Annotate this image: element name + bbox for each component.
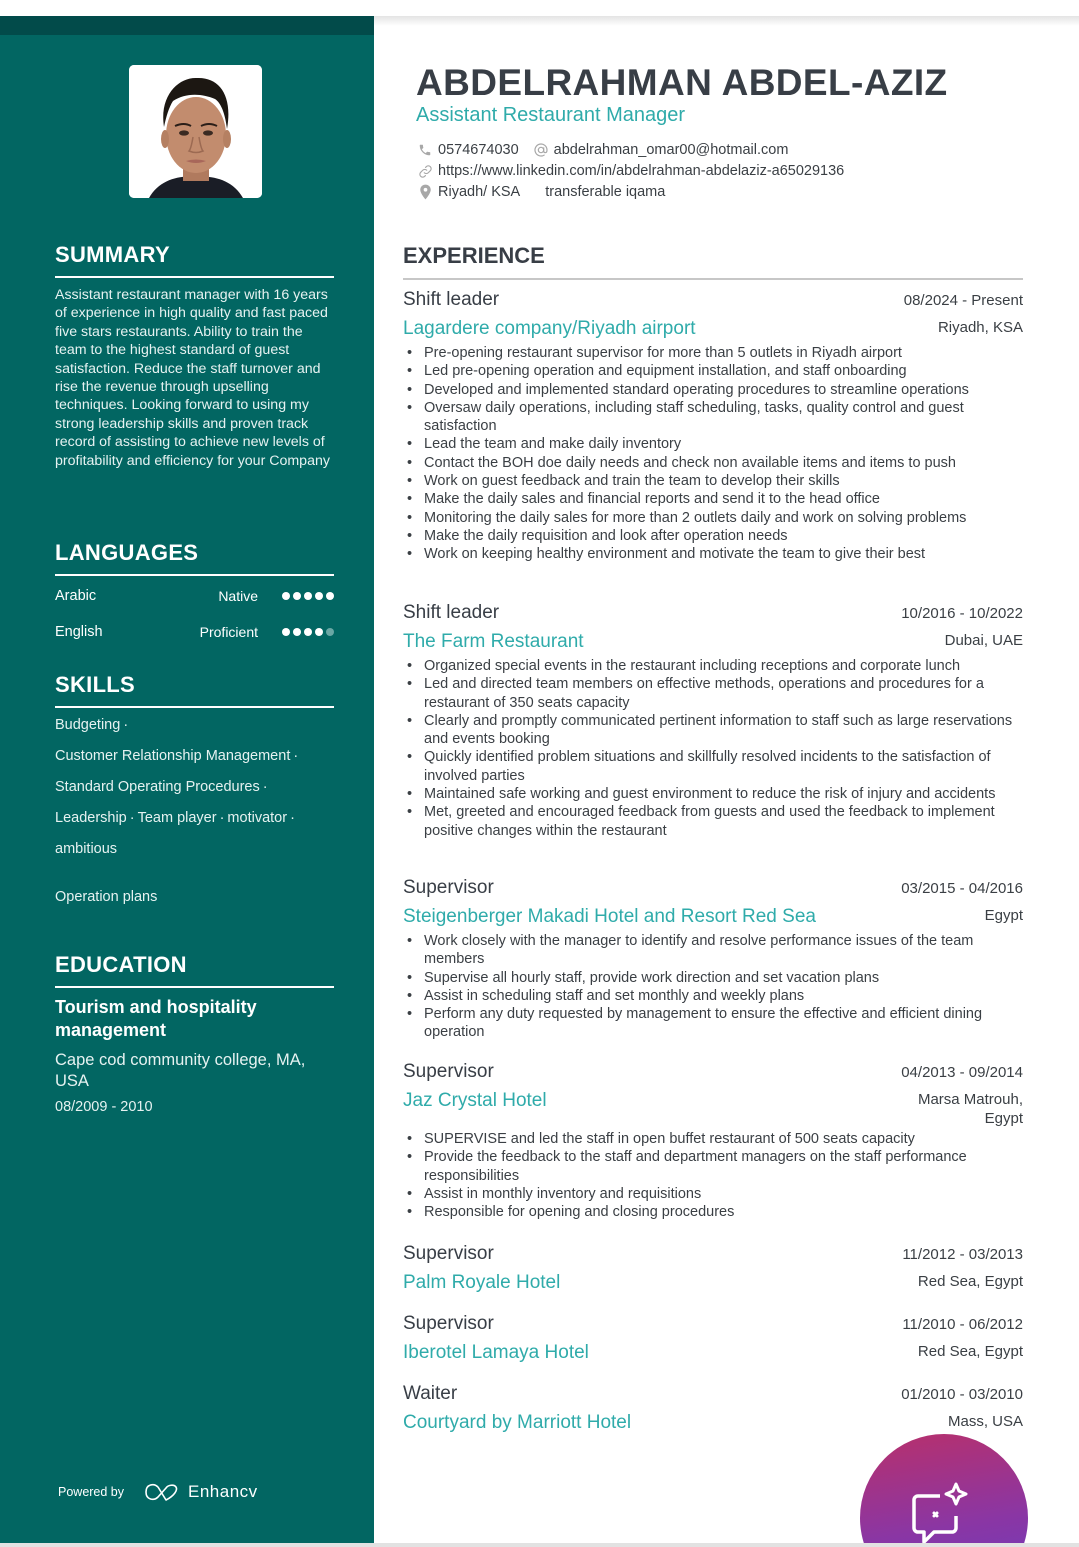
summary-text: Assistant restaurant manager with 16 years of experience in high quality and fast paced five stars restaurants. Ability to train the team to the highest standard of guest satisfaction. Reduce the staff turnover and rise the revenue through upselling techniques. Looking forward to using my strong leadership skills and proven track record of assisting to achieve new levels of profitability and efficiency for your Company	[55, 287, 330, 469]
language-level: Proficient	[199, 624, 258, 640]
rating-dot-filled	[282, 628, 290, 636]
job-location: Marsa Matrouh, Egypt	[917, 1091, 1023, 1127]
job-bullet: • Make the daily requisition and look after operation needs	[403, 527, 1023, 545]
skills-line	[55, 772, 334, 803]
job-dates: 04/2013 - 09/2014	[901, 1064, 1023, 1081]
job-dates: 11/2010 - 06/2012	[902, 1316, 1023, 1333]
page-shadow	[374, 16, 1079, 26]
education-section	[55, 952, 334, 1115]
job-location: Mass, USA	[947, 1413, 1023, 1430]
location-pin-icon	[417, 184, 433, 200]
candidate-name: ABDELRAHMAN ABDEL-AZIZ	[416, 62, 948, 103]
education-degree: Tourism and hospitality management	[55, 997, 257, 1040]
job-bullet: • Work closely with the manager to identify and resolve performance issues of the team members	[403, 932, 1023, 969]
job-bullet: • Assist in scheduling staff and set monthly and weekly plans	[403, 987, 1023, 1005]
experience-item	[403, 1313, 1023, 1364]
skill-separator: ·	[290, 810, 295, 826]
email-link[interactable]: abdelrahman_omar00@hotmail.com	[553, 142, 789, 158]
job-company: Lagardere company/Riyadh airport	[403, 318, 696, 339]
skills-line	[55, 803, 334, 834]
contact-row	[417, 184, 665, 200]
sidebar	[0, 16, 374, 1543]
job-bullet: • Maintained safe working and guest environment to reduce the risk of injury and accidents	[403, 785, 1023, 803]
job-bullet: • Contact the BOH doe daily needs and check non available items and items to push	[403, 454, 1023, 472]
job-bullet: • Responsible for opening and closing procedures	[403, 1203, 1023, 1221]
skill-separator: ·	[262, 779, 268, 795]
languages-list	[55, 578, 334, 650]
skill-item: Operation plans	[55, 889, 158, 905]
job-title: Supervisor	[403, 1061, 494, 1082]
language-rating	[282, 592, 334, 600]
job-bullet: • Lead the team and make daily inventory	[403, 435, 1023, 453]
job-company: The Farm Restaurant	[403, 631, 584, 652]
profile-photo	[129, 65, 262, 198]
top-bar	[0, 0, 1079, 16]
job-title: Supervisor	[403, 1243, 494, 1264]
job-dates: 10/2016 - 10/2022	[901, 605, 1023, 622]
location-text: Riyadh/ KSA	[438, 184, 521, 200]
job-location: Dubai, UAE	[944, 632, 1023, 649]
experience-item	[403, 877, 1023, 1042]
rating-dot-filled	[282, 592, 290, 600]
phone-icon	[417, 142, 433, 158]
skills-heading: SKILLS	[55, 672, 334, 708]
job-bullets	[403, 1130, 1023, 1221]
skill-item: Standard Operating Procedures	[55, 779, 260, 795]
candidate-role: Assistant Restaurant Manager	[416, 104, 686, 126]
job-bullet: • Clearly and promptly communicated pertinent information to staff such as large reservations and events booking	[403, 712, 1023, 749]
job-location: Red Sea, Egypt	[917, 1343, 1023, 1360]
job-dates: 08/2024 - Present	[903, 292, 1023, 309]
skill-item: motivator	[227, 810, 288, 826]
link-icon	[417, 163, 433, 179]
enhancv-logo	[144, 1482, 258, 1502]
job-title: Shift leader	[403, 289, 500, 310]
rating-dot-filled	[304, 628, 312, 636]
language-item	[55, 614, 334, 650]
job-title: Supervisor	[403, 1313, 494, 1334]
language-item	[55, 578, 334, 614]
job-bullets	[403, 932, 1023, 1042]
job-bullet: • Perform any duty requested by management to ensure the effective and efficient dining operation	[403, 1005, 1023, 1042]
linkedin-link[interactable]: https://www.linkedin.com/in/abdelrahman-abdelaziz-a65029136	[438, 163, 845, 179]
skill-item: ambitious	[55, 841, 118, 857]
job-bullet: • Led and directed team members on effective methods, operations and procedures for a restaurant of 350 seats capacity	[403, 675, 1023, 712]
job-bullet: • Met, greeted and encouraged feedback from guests and used the feedback to implement positive changes within the restaurant	[403, 803, 1023, 840]
rating-dot-filled	[293, 592, 301, 600]
job-bullet: • Quickly identified problem situations and skillfully resolved incidents to the satisfaction of involved parties	[403, 748, 1023, 785]
rating-dot-filled	[304, 592, 312, 600]
job-title: Waiter	[403, 1383, 458, 1404]
job-bullet: • Work on guest feedback and train the team to develop their skills	[403, 472, 1023, 490]
rating-dot-filled	[326, 592, 334, 600]
job-bullet: • Make the daily sales and financial reports and send it to the head office	[403, 490, 1023, 508]
contact-row	[417, 142, 788, 158]
experience-item	[403, 1243, 1023, 1294]
experience-item	[403, 289, 1023, 564]
rating-dot-filled	[315, 628, 323, 636]
contact-row	[417, 163, 844, 179]
job-location: Egypt	[984, 907, 1023, 924]
languages-heading: LANGUAGES	[55, 540, 334, 576]
skill-separator: ·	[123, 717, 129, 733]
chat-sparkle-icon	[910, 1482, 980, 1543]
rating-dot-filled	[315, 592, 323, 600]
job-bullet: • Assist in monthly inventory and requisitions	[403, 1185, 1023, 1203]
job-location: Riyadh, KSA	[937, 319, 1023, 336]
resume-page	[0, 16, 1079, 1543]
language-rating	[282, 628, 334, 636]
experience-item	[403, 1061, 1023, 1221]
ai-assistant-button[interactable]	[860, 1434, 1028, 1543]
languages-section	[55, 540, 334, 650]
job-title: Shift leader	[403, 602, 500, 623]
skill-separator: ·	[129, 810, 135, 826]
powered-by-label: Powered by	[58, 1485, 125, 1499]
language-level: Native	[218, 588, 258, 604]
skills-list	[55, 710, 334, 913]
job-bullet: • Work on keeping healthy environment and motivate the team to give their best	[403, 545, 1023, 563]
job-title: Supervisor	[403, 877, 494, 898]
summary-section	[55, 242, 334, 470]
job-location: Red Sea, Egypt	[917, 1273, 1023, 1290]
job-dates: 11/2012 - 03/2013	[902, 1246, 1023, 1263]
skills-section	[55, 672, 334, 913]
skill-separator: ·	[219, 810, 225, 826]
job-dates: 01/2010 - 03/2010	[901, 1386, 1023, 1403]
language-name: Arabic	[55, 588, 97, 604]
bottom-strip	[0, 1543, 1079, 1547]
skill-item: Customer Relationship Management	[55, 748, 291, 764]
skill-item: Budgeting	[55, 717, 121, 733]
rating-dot-filled	[293, 628, 301, 636]
job-bullet: • Led pre-opening operation and equipment installation, and staff onboarding	[403, 362, 1023, 380]
skills-line	[55, 834, 334, 865]
job-bullet: • Oversaw daily operations, including staff scheduling, tasks, quality control and guest satisfaction	[403, 399, 1023, 436]
job-bullet: • Provide the feedback to the staff and department managers on the staff performance responsibilities	[403, 1148, 1023, 1185]
portrait-image	[129, 65, 262, 198]
job-bullets	[403, 657, 1023, 840]
job-company: Courtyard by Marriott Hotel	[403, 1412, 632, 1433]
job-bullet: • Supervise all hourly staff, provide work direction and set vacation plans	[403, 969, 1023, 987]
rating-dot-empty	[326, 628, 334, 636]
phone-number[interactable]: 0574674030	[438, 142, 519, 158]
at-icon	[533, 142, 549, 158]
education-dates: 08/2009 - 2010	[55, 1099, 153, 1115]
enhancv-logo-icon	[144, 1482, 180, 1502]
education-school: Cape cod community college, MA, USA	[55, 1051, 306, 1090]
skill-item: Leadership	[55, 810, 127, 826]
skill-item: Team player	[137, 810, 217, 826]
job-company: Jaz Crystal Hotel	[403, 1090, 547, 1111]
skill-separator: ·	[293, 748, 299, 764]
job-bullet: • Pre-opening restaurant supervisor for more than 5 outlets in Riyadh airport	[403, 344, 1023, 362]
iqama-text: transferable iqama	[545, 184, 666, 200]
job-bullets	[403, 344, 1023, 564]
summary-heading: SUMMARY	[55, 242, 334, 278]
enhancv-brand: Enhancv	[188, 1482, 258, 1501]
experience-item	[403, 1383, 1023, 1434]
education-heading: EDUCATION	[55, 952, 334, 988]
job-dates: 03/2015 - 04/2016	[901, 880, 1023, 897]
job-bullet: • SUPERVISE and led the staff in open buffet restaurant of 500 seats capacity	[403, 1130, 1023, 1148]
job-bullet: • Developed and implemented standard operating procedures to streamline operations	[403, 381, 1023, 399]
job-company: Palm Royale Hotel	[403, 1272, 561, 1293]
job-bullet: • Monitoring the daily sales for more than 2 outlets daily and work on solving problems	[403, 509, 1023, 527]
experience-item	[403, 602, 1023, 840]
skills-line	[55, 882, 334, 913]
sidebar-cap	[0, 16, 374, 35]
language-name: English	[55, 624, 103, 640]
job-company: Steigenberger Makadi Hotel and Resort Red Sea	[403, 906, 816, 927]
experience-heading: EXPERIENCE	[403, 243, 1023, 280]
powered-by[interactable]	[58, 1482, 258, 1502]
skills-line	[55, 741, 334, 772]
skills-line	[55, 710, 334, 741]
job-company: Iberotel Lamaya Hotel	[403, 1342, 589, 1363]
job-bullet: • Organized special events in the restaurant including receptions and corporate lunch	[403, 657, 1023, 675]
